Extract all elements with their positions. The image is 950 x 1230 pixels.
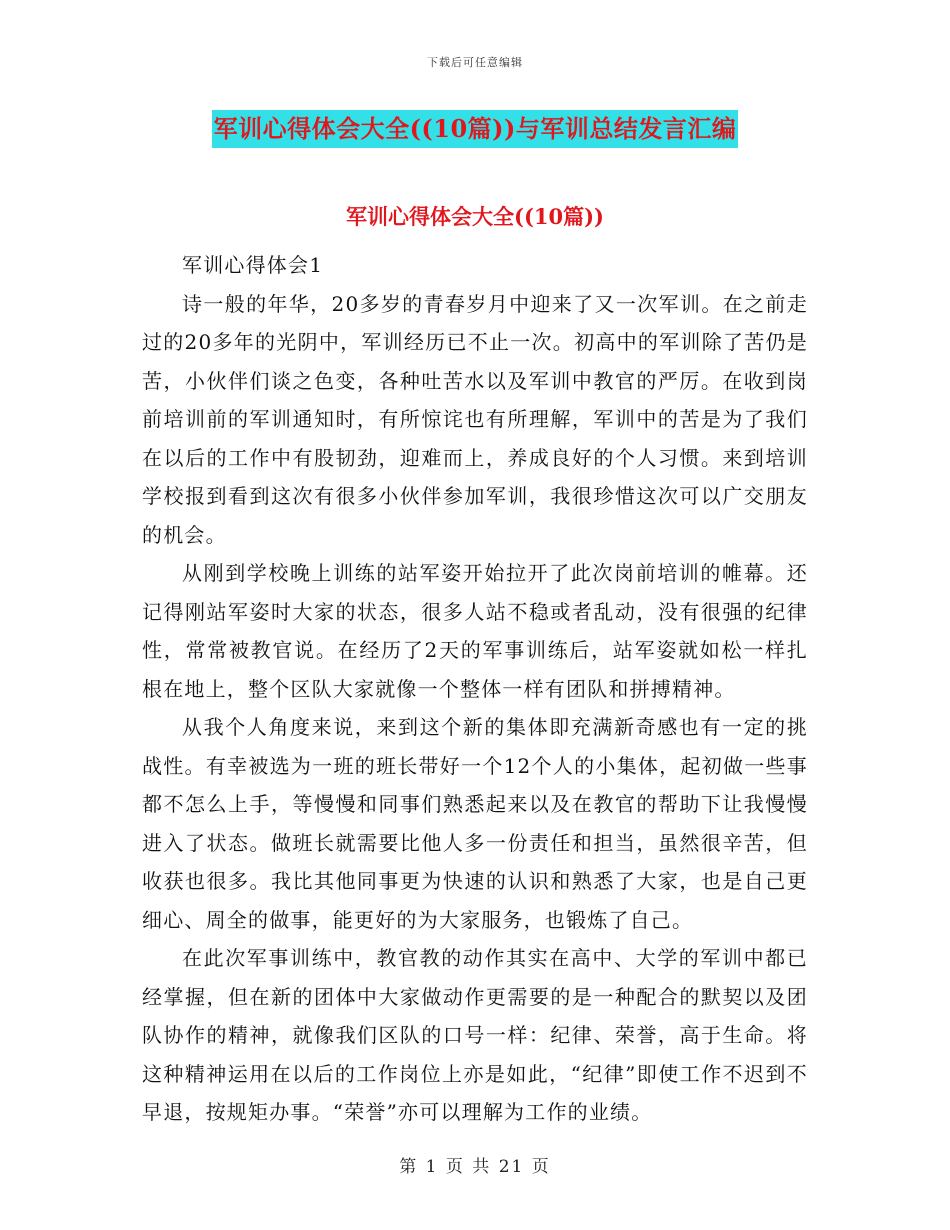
paragraph: 诗一般的年华，20多岁的青春岁月中迎来了又一次军训。在之前走过的20多年的光阴中，军训经历已不止一次。初高中的军训除了苦仍是苦，小伙伴们谈之色变，各种吐苦水以及军训中教官的严厉。在收到岗前培训前的军训通知时，有所惊诧也有所理解，军训中的苦是为了我们在以后的工作中有股韧劲，迎难而上，养成良好的个人习惯。来到培训学校报到看到这次有很多小伙伴参加军训，我很珍惜这次可以广交朋友的机会。 (142, 291, 808, 547)
section-heading: 军训心得体会1 (182, 253, 324, 277)
page-number: 第 1 页 共 21 页 (399, 1157, 551, 1177)
document-body (142, 246, 808, 1132)
paragraph: 在此次军事训练中，教官教的动作其实在高中、大学的军训中都已经掌握，但在新的团体中大家做动作更需要的是一种配合的默契以及团队协作的精神，就像我们区队的口号一样：纪律、荣誉，高于生命。将这种精神运用在以后的工作岗位上亦是如此，“纪律”即使工作不迟到不早退，按规矩办事。“荣誉”亦可以理解为工作的业绩。 (142, 946, 808, 1124)
main-title-container (0, 110, 950, 148)
header-note: 下载后可任意编辑 (427, 56, 523, 69)
paragraph: 从刚到学校晚上训练的站军姿开始拉开了此次岗前培训的帷幕。还记得刚站军姿时大家的状态，很多人站不稳或者乱动，没有很强的纪律性，常常被教官说。在经历了2天的军事训练后，站军姿就如松一样扎根在地上，整个区队大家就像一个整体一样有团队和拼搏精神。 (142, 561, 808, 701)
sub-title: 军训心得体会大全((10篇)) (346, 204, 604, 229)
main-title: 军训心得体会大全((10篇))与军训总结发言汇编 (212, 110, 739, 148)
paragraph: 从我个人角度来说，来到这个新的集体即充满新奇感也有一定的挑战性。有幸被选为一班的班长带好一个12个人的小集体，起初做一些事都不怎么上手，等慢慢和同事们熟悉起来以及在教官的帮助下让我慢慢进入了状态。做班长就需要比他人多一份责任和担当，虽然很辛苦，但收获也很多。我比其他同事更为快速的认识和熟悉了大家，也是自己更细心、周全的做事，能更好的为大家服务，也锻炼了自己。 (142, 715, 808, 932)
